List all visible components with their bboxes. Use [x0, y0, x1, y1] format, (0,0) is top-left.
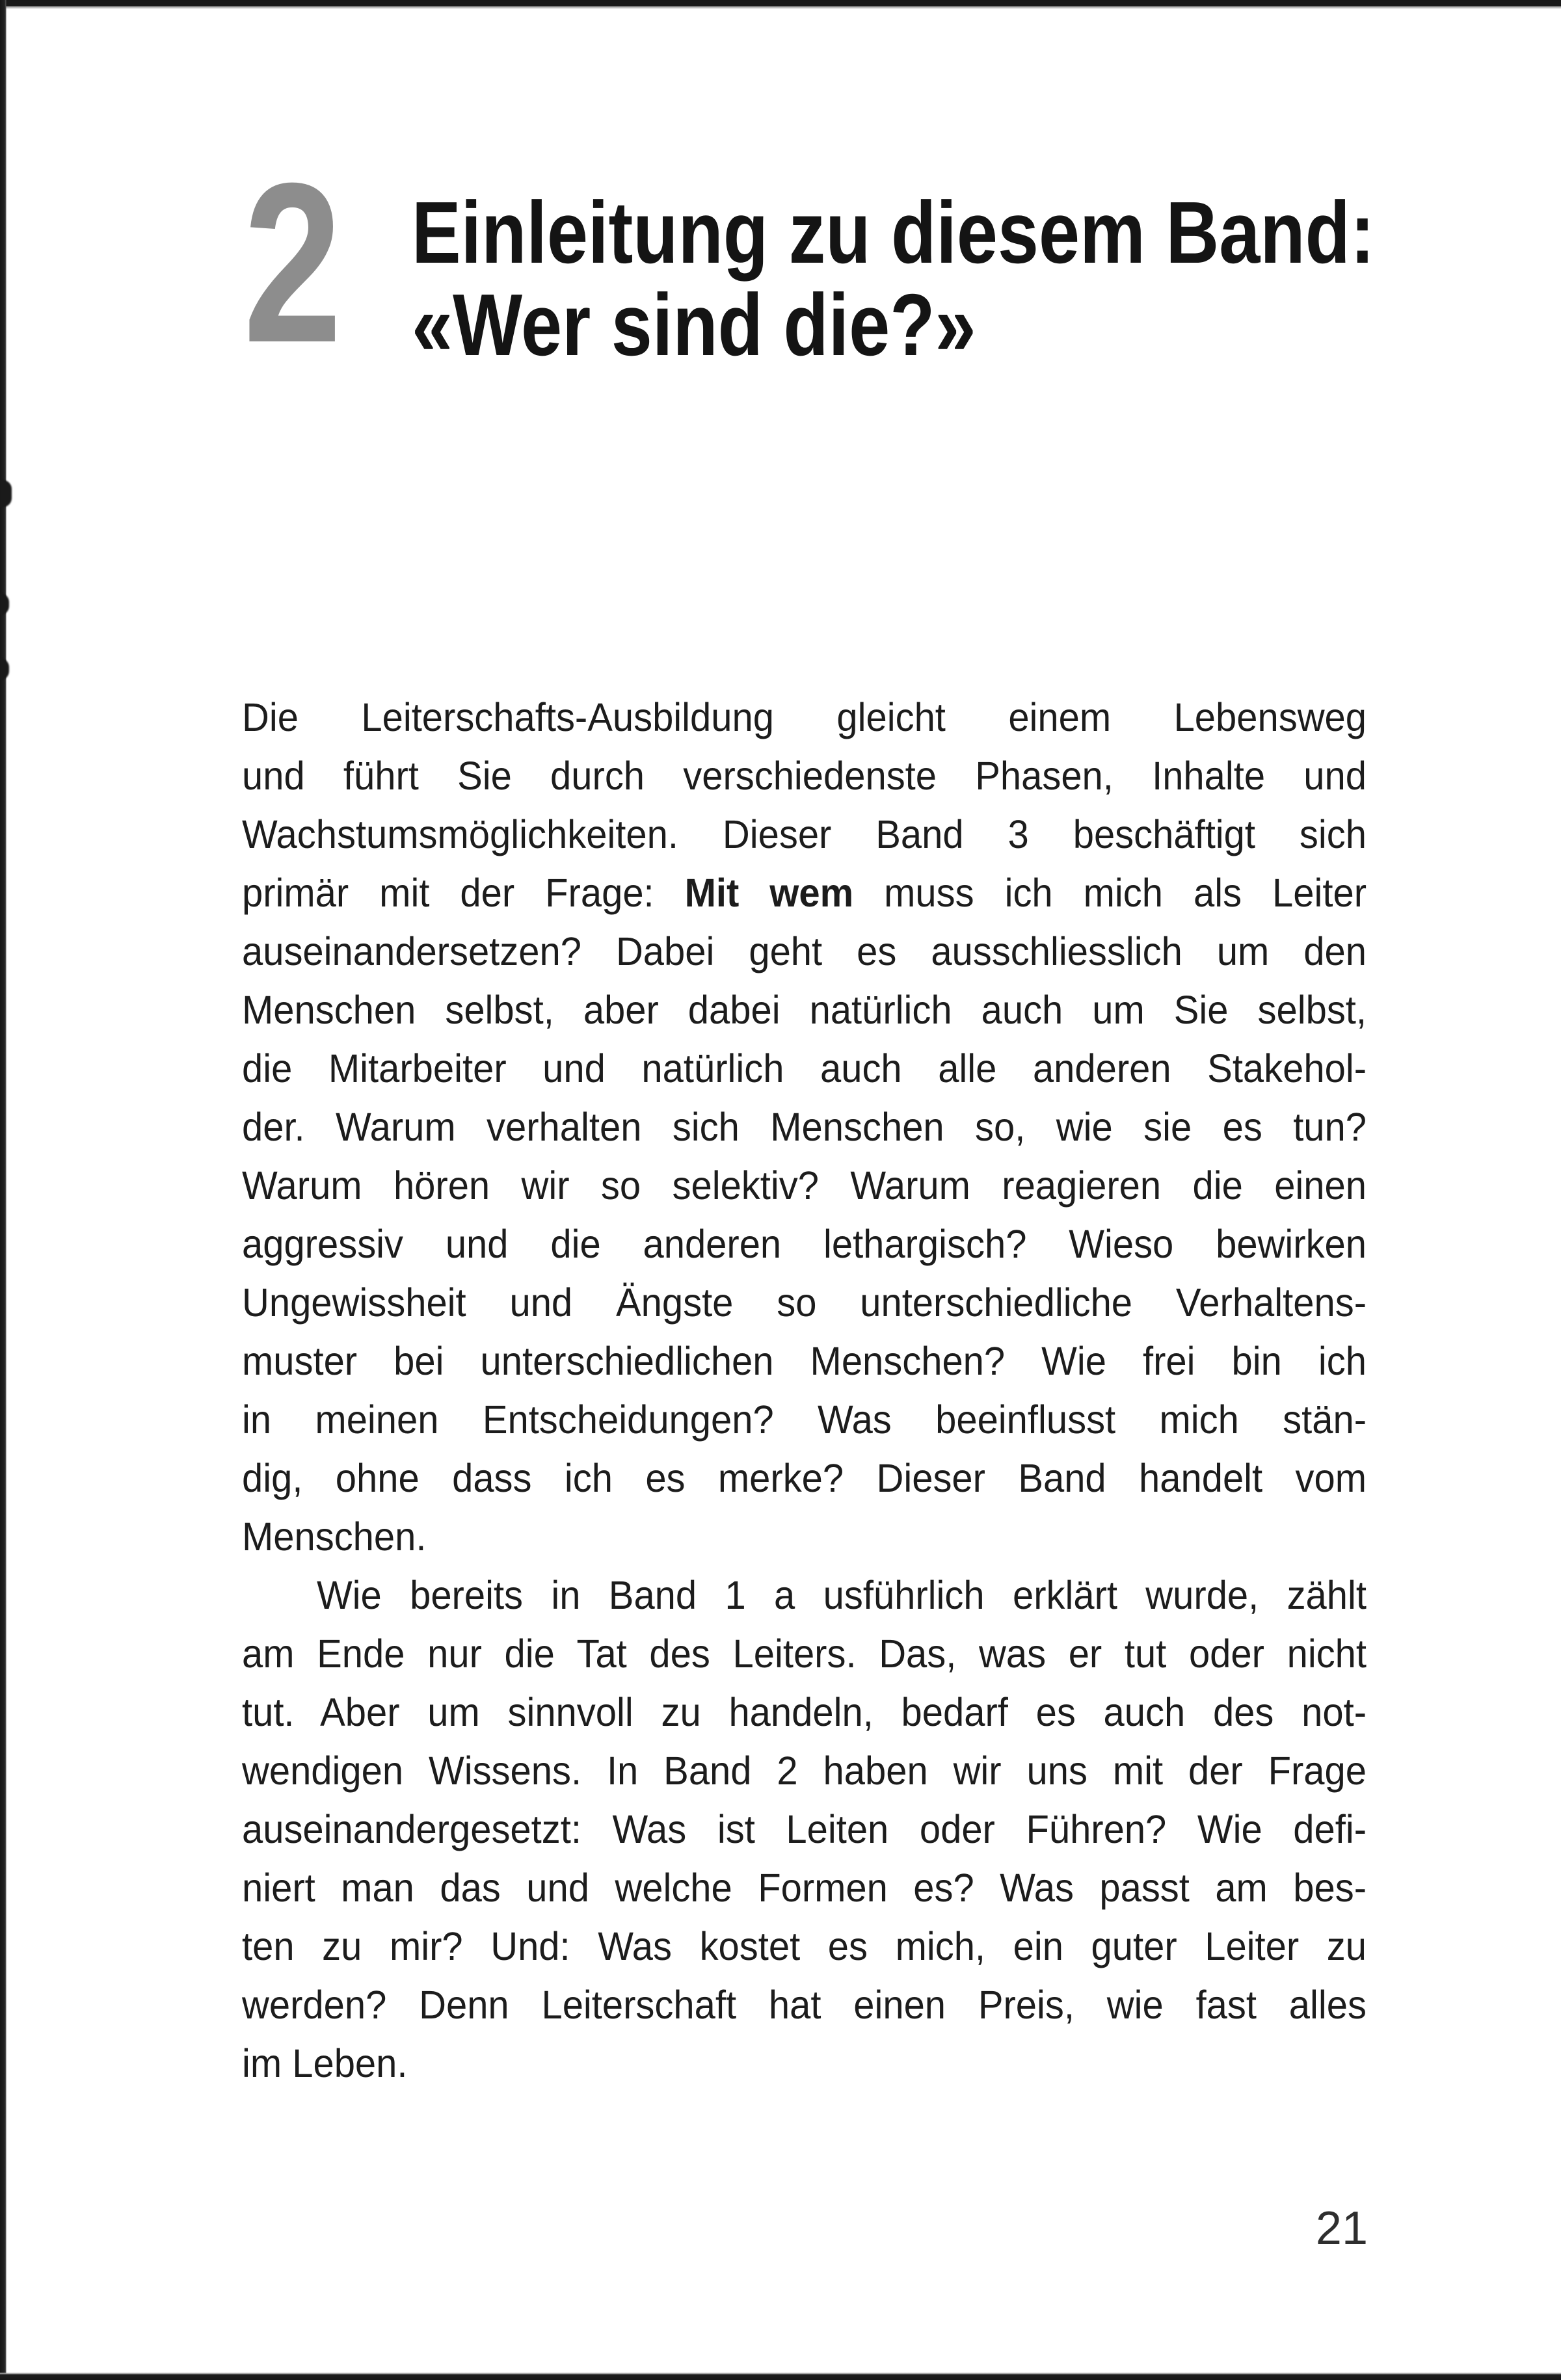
- chapter-title-line-2: «Wer sind die?»: [412, 276, 976, 374]
- text-line: am Ende nur die Tat des Leiters. Das, was er tut oder nicht: [242, 1632, 1367, 1676]
- text-line: im Leben.: [242, 2041, 408, 2085]
- text-line: Wie bereits in Band 1 a usführlich erklärt wurde, zählt: [316, 1573, 1367, 1617]
- text-line: wendigen Wissens. In Band 2 haben wir uns mit der Frage: [242, 1749, 1367, 1793]
- text-line: auseinandergesetzt: Was ist Leiten oder Führen? Wie defi-: [242, 1807, 1367, 1851]
- body-text: [242, 688, 1367, 2093]
- text-line: und führt Sie durch verschiedenste Phasen, Inhalte und: [242, 754, 1367, 798]
- text-line: aggressiv und die anderen lethargisch? Wieso bewirken: [242, 1222, 1367, 1266]
- text-line: werden? Denn Leiterschaft hat einen Preis, wie fast alles: [242, 1983, 1367, 2027]
- text-segment: muss ich mich als Leiter: [853, 871, 1367, 915]
- scan-edge-mark: [0, 480, 12, 507]
- text-line: Menschen.: [242, 1514, 427, 1559]
- text-line: Menschen selbst, aber dabei natürlich auch um Sie selbst,: [242, 988, 1367, 1032]
- text-line: Wachstumsmöglichkeiten. Dieser Band 3 beschäftigt sich: [242, 812, 1367, 856]
- text-line: auseinandersetzen? Dabei geht es ausschliesslich um den: [242, 929, 1367, 973]
- text-line: [242, 864, 1367, 922]
- text-line: dig, ohne dass ich es merke? Dieser Band handelt vom: [242, 1456, 1367, 1500]
- scan-edge-bottom: [0, 2372, 1561, 2380]
- text-line: ten zu mir? Und: Was kostet es mich, ein guter Leiter zu: [242, 1924, 1367, 1968]
- text-line: in meinen Entscheidungen? Was beeinflusst mich stän-: [242, 1397, 1367, 1442]
- chapter-title-line-1: Einleitung zu diesem Band:: [412, 183, 1375, 282]
- text-segment: primär mit der Frage:: [242, 871, 685, 915]
- scan-edge-mark: [0, 593, 9, 615]
- text-segment-bold: Mit wem: [684, 871, 854, 915]
- text-line: Warum hören wir so selektiv? Warum reagieren die einen: [242, 1163, 1367, 1208]
- text-line: die Mitarbeiter und natürlich auch alle anderen Stakehol-: [242, 1046, 1367, 1091]
- text-line: der. Warum verhalten sich Menschen so, wie sie es tun?: [242, 1105, 1367, 1149]
- text-line: Ungewissheit und Ängste so unterschiedliche Verhaltens-: [242, 1280, 1367, 1325]
- chapter-title: [412, 183, 1375, 374]
- text-line: Die Leiterschafts-Ausbildung gleicht einem Lebensweg: [242, 695, 1367, 739]
- scan-edge-top: [0, 0, 1561, 9]
- text-line: tut. Aber um sinnvoll zu handeln, bedarf es auch des not-: [242, 1690, 1367, 1734]
- page-number: 21: [1315, 2202, 1368, 2254]
- text-line: muster bei unterschiedlichen Menschen? Wie frei bin ich: [242, 1339, 1367, 1383]
- scan-edge-mark: [0, 658, 9, 680]
- text-line: niert man das und welche Formen es? Was passt am bes-: [242, 1866, 1367, 1910]
- scan-edge-left: [0, 0, 7, 2380]
- chapter-number: 2: [243, 136, 342, 390]
